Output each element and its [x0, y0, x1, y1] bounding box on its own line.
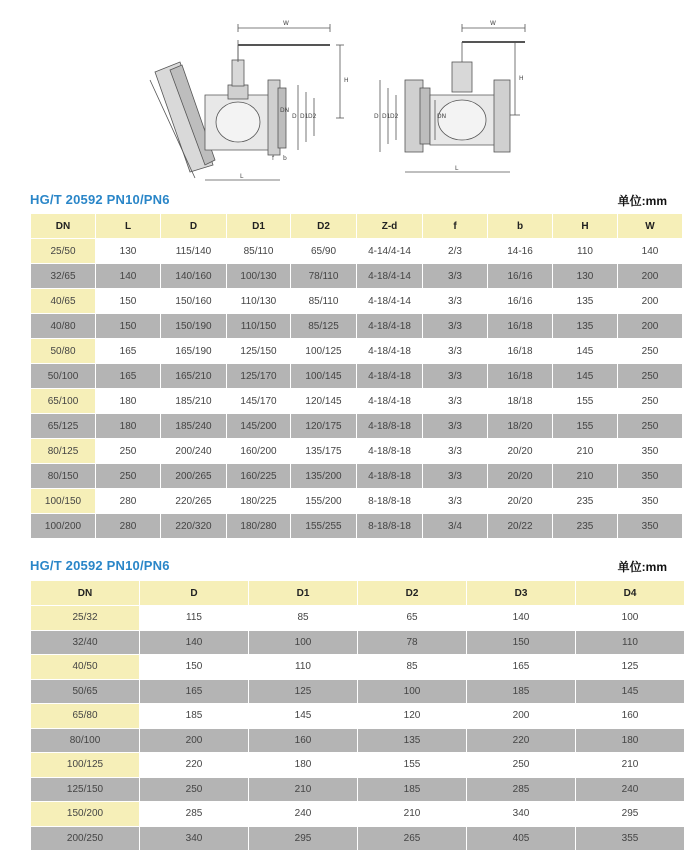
table-cell: 20/20: [488, 464, 553, 489]
table-cell: 285: [140, 802, 249, 827]
table-row: [31, 753, 685, 778]
table-cell: 16/18: [488, 314, 553, 339]
table-cell: 265: [358, 826, 467, 851]
table-cell: 220: [467, 728, 576, 753]
table-cell: 165/190: [161, 339, 227, 364]
table-cell: 32/40: [31, 630, 140, 655]
table-cell: 120/175: [291, 414, 357, 439]
table-cell: 85/125: [291, 314, 357, 339]
table-cell: 155: [553, 414, 618, 439]
table-cell: 100/125: [291, 339, 357, 364]
table-row: [31, 802, 685, 827]
table-cell: 80/100: [31, 728, 140, 753]
table-cell: 110: [553, 239, 618, 264]
column-header: L: [96, 214, 161, 239]
table-cell: 145: [249, 704, 358, 729]
table-cell: 2/3: [423, 239, 488, 264]
table-cell: 4-18/4-14: [357, 264, 423, 289]
table-cell: 185/210: [161, 389, 227, 414]
table-cell: 14-16: [488, 239, 553, 264]
table-cell: 110: [576, 630, 685, 655]
table-cell: 180: [96, 389, 161, 414]
table-cell: 155: [553, 389, 618, 414]
table-cell: 235: [553, 489, 618, 514]
table-cell: 200/240: [161, 439, 227, 464]
table-row: [31, 239, 683, 264]
table-cell: 80/125: [31, 439, 96, 464]
column-header: W: [618, 214, 683, 239]
table-cell: 4-18/4-18: [357, 339, 423, 364]
table-cell: 240: [576, 777, 685, 802]
table-cell: 185: [467, 679, 576, 704]
table-cell: 250: [96, 464, 161, 489]
table-cell: 140: [140, 630, 249, 655]
table-cell: 110/130: [227, 289, 291, 314]
table-cell: 4-18/4-18: [357, 314, 423, 339]
valve-dimension-table: [30, 213, 683, 539]
table-cell: 120: [358, 704, 467, 729]
straight-valve-drawing: [380, 24, 525, 172]
table-cell: 125: [249, 679, 358, 704]
table-cell: 78: [358, 630, 467, 655]
left-d1-label: D1: [300, 113, 309, 120]
table-cell: 355: [576, 826, 685, 851]
table-cell: 165: [96, 364, 161, 389]
table-cell: 16/16: [488, 289, 553, 314]
column-header: D3: [467, 581, 576, 606]
table-row: [31, 464, 683, 489]
table-cell: 165: [96, 339, 161, 364]
left-w-label: W: [283, 20, 289, 27]
table-cell: 145: [553, 364, 618, 389]
table-cell: 16/18: [488, 364, 553, 389]
table2-title: HG/T 20592 PN10/PN6: [30, 558, 170, 573]
table-row: [31, 777, 685, 802]
table-row: [31, 826, 685, 851]
table-row: [31, 489, 683, 514]
table-cell: 3/3: [423, 464, 488, 489]
table-cell: 3/3: [423, 364, 488, 389]
table-cell: 160/225: [227, 464, 291, 489]
table-cell: 100: [358, 679, 467, 704]
table-cell: 250: [140, 777, 249, 802]
table-cell: 200/265: [161, 464, 227, 489]
table-row: [31, 314, 683, 339]
table-cell: 18/18: [488, 389, 553, 414]
table-cell: 78/110: [291, 264, 357, 289]
column-header: D: [140, 581, 249, 606]
table-row: [31, 514, 683, 539]
table-cell: 180/225: [227, 489, 291, 514]
table-cell: 85/110: [227, 239, 291, 264]
table-cell: 20/20: [488, 489, 553, 514]
left-d-label: D: [292, 113, 297, 120]
table-cell: 3/3: [423, 389, 488, 414]
table-cell: 140/160: [161, 264, 227, 289]
table-cell: 135: [553, 314, 618, 339]
table-cell: 145: [576, 679, 685, 704]
right-d2-label: D2: [390, 113, 399, 120]
table-cell: 200: [140, 728, 249, 753]
table-cell: 40/65: [31, 289, 96, 314]
table-cell: 340: [467, 802, 576, 827]
table-row: [31, 655, 685, 680]
table-row: [31, 728, 685, 753]
table-cell: 295: [249, 826, 358, 851]
table1-title: HG/T 20592 PN10/PN6: [30, 192, 170, 207]
table-cell: 65/100: [31, 389, 96, 414]
table-cell: 210: [358, 802, 467, 827]
table-cell: 135/200: [291, 464, 357, 489]
table-cell: 405: [467, 826, 576, 851]
table-cell: 3/3: [423, 414, 488, 439]
table-cell: 340: [140, 826, 249, 851]
table-cell: 65/90: [291, 239, 357, 264]
table-cell: 4-18/8-18: [357, 414, 423, 439]
table-cell: 200: [618, 314, 683, 339]
table-cell: 220: [140, 753, 249, 778]
table-row: [31, 364, 683, 389]
table-row: [31, 289, 683, 314]
table-cell: 115: [140, 606, 249, 631]
table-cell: 180: [96, 414, 161, 439]
table-cell: 3/3: [423, 264, 488, 289]
table-cell: 145/200: [227, 414, 291, 439]
table-row: [31, 264, 683, 289]
table-cell: 40/50: [31, 655, 140, 680]
table-cell: 285: [467, 777, 576, 802]
table-cell: 350: [618, 489, 683, 514]
table-cell: 100/200: [31, 514, 96, 539]
table-cell: 280: [96, 514, 161, 539]
table-cell: 3/3: [423, 439, 488, 464]
right-w-label: W: [490, 20, 496, 27]
table-cell: 100/150: [31, 489, 96, 514]
table-cell: 250: [618, 414, 683, 439]
table-row: [31, 606, 685, 631]
table-cell: 3/4: [423, 514, 488, 539]
table-row: [31, 704, 685, 729]
table-cell: 16/16: [488, 264, 553, 289]
table-cell: 280: [96, 489, 161, 514]
table-cell: 240: [249, 802, 358, 827]
right-dn-label: DN: [437, 113, 447, 120]
left-d2-label: D2: [308, 113, 317, 120]
column-header: Z-d: [357, 214, 423, 239]
flange-dimension-table: [30, 580, 685, 851]
table-cell: 16/18: [488, 339, 553, 364]
left-h-label: H: [344, 77, 349, 84]
table-cell: 18/20: [488, 414, 553, 439]
table-cell: 125: [576, 655, 685, 680]
left-dn-label: DN: [280, 107, 290, 114]
table-cell: 80/150: [31, 464, 96, 489]
left-l-label: L: [240, 173, 244, 180]
table-cell: 350: [618, 514, 683, 539]
table-cell: 20/20: [488, 439, 553, 464]
table-cell: 200: [618, 289, 683, 314]
table-cell: 20/22: [488, 514, 553, 539]
table-row: [31, 414, 683, 439]
table-cell: 180: [576, 728, 685, 753]
table-cell: 25/50: [31, 239, 96, 264]
table-cell: 100/125: [31, 753, 140, 778]
table-cell: 210: [249, 777, 358, 802]
table-cell: 220/320: [161, 514, 227, 539]
column-header: D1: [227, 214, 291, 239]
table-cell: 200/250: [31, 826, 140, 851]
table-cell: 350: [618, 464, 683, 489]
table-cell: 150: [96, 289, 161, 314]
table-cell: 140: [96, 264, 161, 289]
table-cell: 100/145: [291, 364, 357, 389]
column-header: H: [553, 214, 618, 239]
table-cell: 295: [576, 802, 685, 827]
table-cell: 150: [140, 655, 249, 680]
table-cell: 4-18/8-18: [357, 439, 423, 464]
table-cell: 160: [249, 728, 358, 753]
table-cell: 150/160: [161, 289, 227, 314]
table-cell: 250: [618, 364, 683, 389]
table-cell: 50/65: [31, 679, 140, 704]
table-cell: 32/65: [31, 264, 96, 289]
table-cell: 65/125: [31, 414, 96, 439]
table-cell: 185: [140, 704, 249, 729]
column-header: D4: [576, 581, 685, 606]
table-cell: 210: [553, 439, 618, 464]
column-header: DN: [31, 214, 96, 239]
table-cell: 155: [358, 753, 467, 778]
table-cell: 4-14/4-14: [357, 239, 423, 264]
valve-technical-drawings: [0, 0, 691, 185]
table-cell: 130: [96, 239, 161, 264]
table-cell: 3/3: [423, 339, 488, 364]
table-cell: 150: [96, 314, 161, 339]
table-row: [31, 630, 685, 655]
table-cell: 350: [618, 439, 683, 464]
table-cell: 3/3: [423, 314, 488, 339]
table-cell: 140: [467, 606, 576, 631]
table-cell: 50/100: [31, 364, 96, 389]
table-cell: 100: [249, 630, 358, 655]
table-cell: 3/3: [423, 289, 488, 314]
column-header: DN: [31, 581, 140, 606]
table-cell: 185/240: [161, 414, 227, 439]
table-cell: 155/200: [291, 489, 357, 514]
right-h-label: H: [519, 75, 524, 82]
table2-unit-label: 单位:mm: [617, 560, 667, 574]
table-cell: 115/140: [161, 239, 227, 264]
table-cell: 165/210: [161, 364, 227, 389]
table-cell: 250: [96, 439, 161, 464]
table-cell: 140: [618, 239, 683, 264]
column-header: f: [423, 214, 488, 239]
table-cell: 8-18/8-18: [357, 514, 423, 539]
table-cell: 165: [140, 679, 249, 704]
table-cell: 65/80: [31, 704, 140, 729]
table-cell: 100/130: [227, 264, 291, 289]
table-cell: 135: [553, 289, 618, 314]
table-row: [31, 389, 683, 414]
table-cell: 120/145: [291, 389, 357, 414]
left-b-label: b: [283, 155, 287, 162]
table-cell: 155/255: [291, 514, 357, 539]
table-cell: 250: [467, 753, 576, 778]
table-cell: 180/280: [227, 514, 291, 539]
column-header: D1: [249, 581, 358, 606]
table-cell: 135/175: [291, 439, 357, 464]
table-cell: 85/110: [291, 289, 357, 314]
table-cell: 8-18/8-18: [357, 489, 423, 514]
table1-unit-label: 单位:mm: [617, 194, 667, 208]
column-header: D2: [291, 214, 357, 239]
table-row: [31, 339, 683, 364]
table-cell: 110/150: [227, 314, 291, 339]
angle-valve-drawing: [150, 24, 344, 180]
table-row: [31, 679, 685, 704]
table-cell: 4-18/4-14: [357, 289, 423, 314]
table-cell: 160/200: [227, 439, 291, 464]
table-cell: 40/80: [31, 314, 96, 339]
table-cell: 125/150: [31, 777, 140, 802]
table-cell: 165: [467, 655, 576, 680]
left-f-label: f: [272, 155, 275, 162]
table-cell: 4-18/8-18: [357, 464, 423, 489]
table-cell: 200: [467, 704, 576, 729]
table-cell: 160: [576, 704, 685, 729]
column-header: b: [488, 214, 553, 239]
table-cell: 4-18/4-18: [357, 389, 423, 414]
table-cell: 4-18/4-18: [357, 364, 423, 389]
table-cell: 125/170: [227, 364, 291, 389]
table-cell: 235: [553, 514, 618, 539]
table-cell: 125/150: [227, 339, 291, 364]
table-cell: 150: [467, 630, 576, 655]
table-cell: 250: [618, 339, 683, 364]
table-cell: 150/190: [161, 314, 227, 339]
table-cell: 135: [358, 728, 467, 753]
table-cell: 65: [358, 606, 467, 631]
right-d1-label: D1: [382, 113, 391, 120]
table-row: [31, 439, 683, 464]
table-cell: 200: [618, 264, 683, 289]
table-cell: 150/200: [31, 802, 140, 827]
table-cell: 210: [576, 753, 685, 778]
column-header: D2: [358, 581, 467, 606]
table-cell: 85: [358, 655, 467, 680]
right-l-label: L: [455, 165, 459, 172]
right-d-label: D: [374, 113, 379, 120]
table-cell: 180: [249, 753, 358, 778]
column-header: D: [161, 214, 227, 239]
table-cell: 145/170: [227, 389, 291, 414]
table-cell: 25/32: [31, 606, 140, 631]
table-cell: 100: [576, 606, 685, 631]
table-cell: 110: [249, 655, 358, 680]
table-cell: 85: [249, 606, 358, 631]
table-cell: 3/3: [423, 489, 488, 514]
table-cell: 210: [553, 464, 618, 489]
table-cell: 220/265: [161, 489, 227, 514]
table-cell: 185: [358, 777, 467, 802]
table-cell: 130: [553, 264, 618, 289]
table-cell: 50/80: [31, 339, 96, 364]
table-cell: 250: [618, 389, 683, 414]
table-cell: 145: [553, 339, 618, 364]
